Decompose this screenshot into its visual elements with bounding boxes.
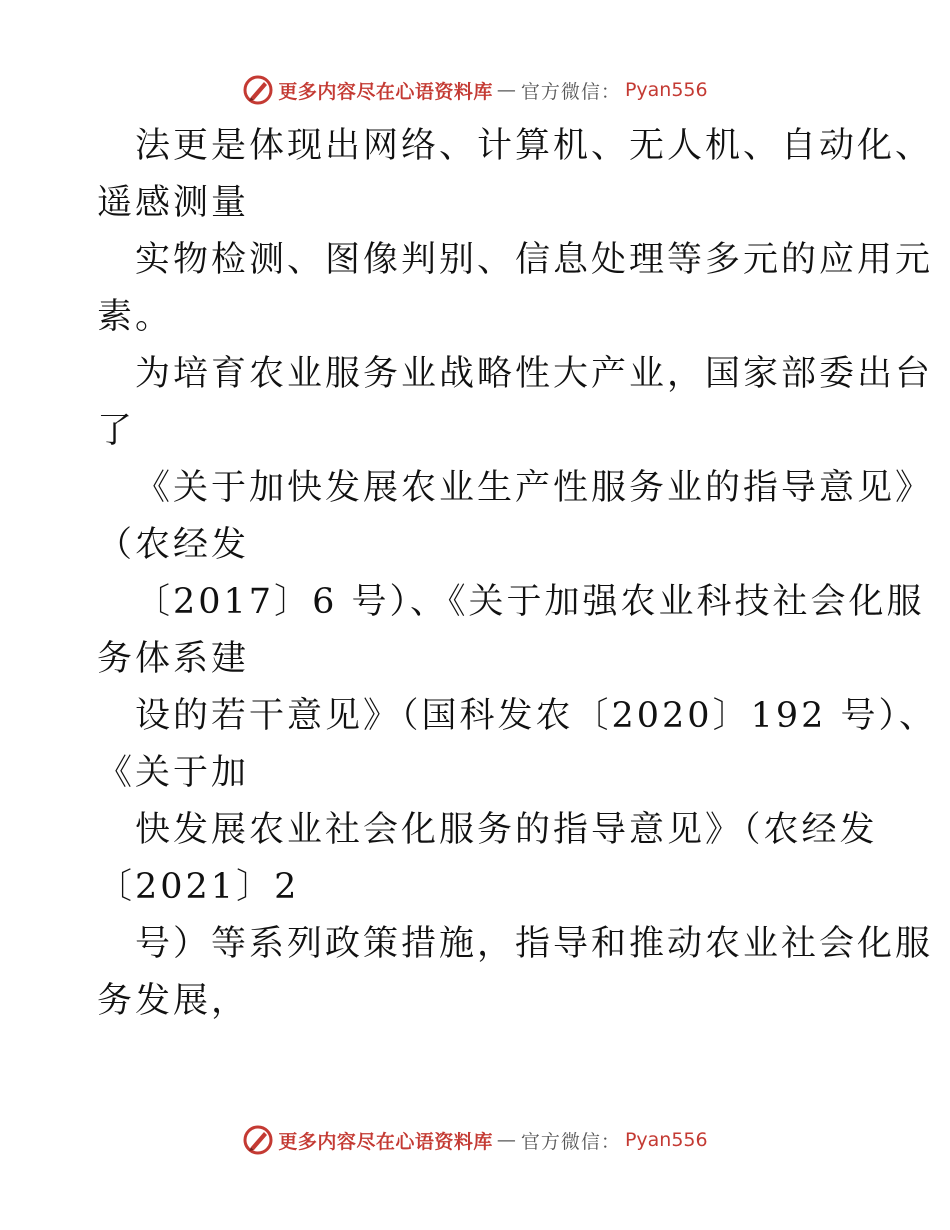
watermark-brand-text: 更多内容尽在心语资料库 bbox=[278, 1130, 493, 1153]
pen-logo-icon bbox=[242, 1124, 274, 1156]
watermark-wechat-id: Pyan556 bbox=[624, 1129, 708, 1151]
text-line: 《关于加快发展农业生产性服务业的指导意见》 bbox=[135, 468, 934, 508]
text-line: 〔2021〕2 bbox=[97, 867, 300, 907]
header-watermark bbox=[0, 70, 950, 110]
watermark-separator: — bbox=[496, 79, 517, 101]
text-line: 号）等系列政策措施，指导和推动农业社会化服 bbox=[135, 924, 934, 964]
watermark-separator: — bbox=[496, 1129, 517, 1151]
watermark-wechat-label: 官方微信： bbox=[520, 80, 621, 103]
text-line: 设的若干意见》（国科发农〔2020〕192 号）、 bbox=[135, 696, 938, 736]
pen-logo-icon bbox=[242, 74, 274, 106]
text-line: 遥感测量 bbox=[97, 183, 250, 223]
text-line: （农经发 bbox=[97, 525, 250, 565]
text-line: 法更是体现出网络、计算机、无人机、自动化、 bbox=[135, 126, 934, 166]
watermark-brand-text: 更多内容尽在心语资料库 bbox=[278, 80, 493, 103]
watermark-wechat-id: Pyan556 bbox=[624, 79, 708, 101]
document-body bbox=[97, 118, 938, 1030]
text-line: 务发展， bbox=[97, 981, 250, 1021]
text-line: 〔2017〕6 号）、《关于加强农业科技社会化服 bbox=[135, 582, 925, 622]
text-line: 快发展农业社会化服务的指导意见》（农经发 bbox=[135, 810, 878, 850]
watermark-wechat-label: 官方微信： bbox=[520, 1130, 621, 1153]
text-line: 实物检测、图像判别、信息处理等多元的应用元 bbox=[135, 240, 934, 280]
text-line: 素。 bbox=[97, 297, 174, 337]
text-line: 了 bbox=[97, 411, 136, 451]
footer-watermark bbox=[0, 1120, 950, 1160]
text-line: 《关于加 bbox=[97, 753, 250, 793]
text-line: 务体系建 bbox=[97, 639, 250, 679]
text-line: 为培育农业服务业战略性大产业，国家部委出台 bbox=[135, 354, 934, 394]
